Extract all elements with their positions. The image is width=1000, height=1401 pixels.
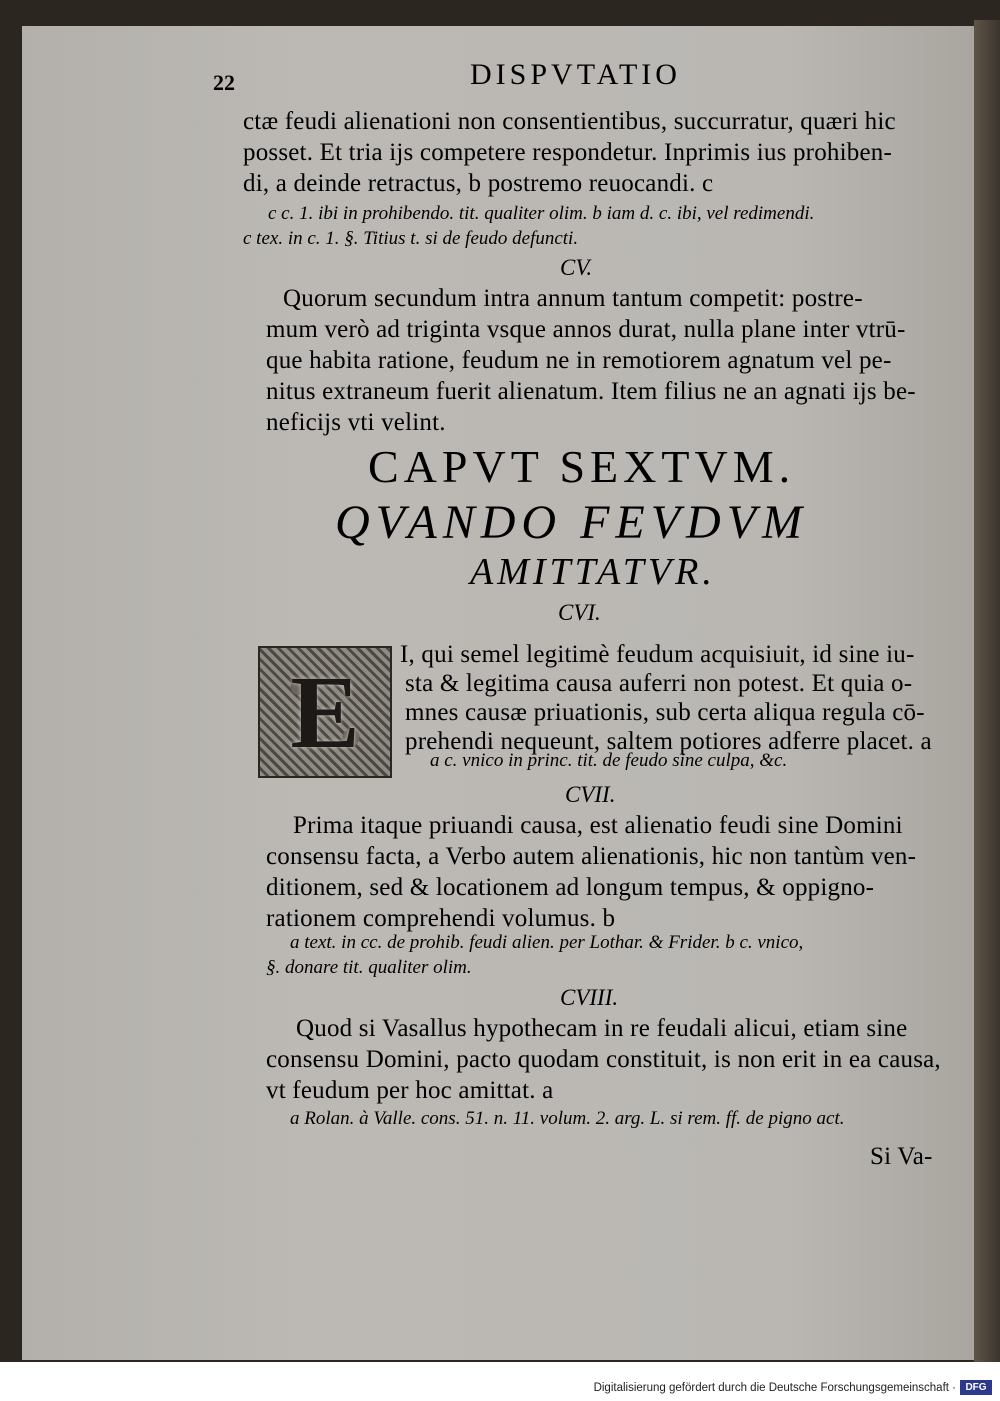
section-number: CVII. bbox=[565, 782, 616, 807]
text-line: consensu facta, a Verbo autem alienationis, hic non tantùm ven- bbox=[266, 843, 917, 870]
text-line: que habita ratione, feudum ne in remotiorem agnatum vel pe- bbox=[266, 347, 892, 374]
chapter-title: CAPVT SEXTVM. bbox=[368, 441, 796, 492]
footnote-line: c c. 1. ibi in prohibendo. tit. qualiter olim. b iam d. c. ibi, vel redimendi. bbox=[268, 203, 815, 224]
footnote-line: a text. in cc. de prohib. feudi alien. per Lothar. & Frider. b c. vnico, bbox=[290, 932, 804, 953]
initial-letter: E bbox=[290, 655, 360, 770]
text-line: nitus extraneum fuerit alienatum. Item filius ne an agnati ijs be- bbox=[266, 378, 916, 405]
text-line: sta & legitima causa auferri non potest. Et quia o- bbox=[405, 670, 913, 697]
text-line: vt feudum per hoc amittat. a bbox=[266, 1077, 554, 1104]
section-number: CV. bbox=[560, 255, 593, 280]
footer-bar bbox=[0, 1362, 1000, 1401]
text-line: di, a deinde retractus, b postremo reuocandi. c bbox=[243, 170, 714, 197]
text-line: mnes causæ priuationis, sub certa aliqua regula cō- bbox=[405, 699, 925, 726]
section-number: CVI. bbox=[558, 600, 601, 625]
text-line: ditionem, sed & locationem ad longum tempus, & oppigno- bbox=[266, 874, 875, 901]
text-line: ctæ feudi alienationi non consentientibus, succurratur, quæri hic bbox=[243, 108, 896, 135]
text-line: Quorum secundum intra annum tantum competit: postre- bbox=[283, 285, 863, 312]
footnote-line: a Rolan. à Valle. cons. 51. n. 11. volum. 2. arg. L. si rem. ff. de pigno act. bbox=[290, 1108, 845, 1129]
book-edge bbox=[974, 20, 1000, 1365]
text-line: Prima itaque priuandi causa, est alienatio feudi sine Domini bbox=[293, 812, 903, 839]
text-line: rationem comprehendi volumus. b bbox=[266, 905, 616, 932]
dfg-logo: DFG bbox=[960, 1380, 992, 1395]
text-line: prehendi nequeunt, saltem potiores adferre placet. a bbox=[405, 728, 932, 755]
section-number: CVIII. bbox=[560, 985, 619, 1010]
text-line: I, qui semel legitimè feudum acquisiuit, id sine iu- bbox=[400, 641, 915, 668]
text-line: neficijs vti velint. bbox=[266, 409, 446, 436]
footnote-line: a c. vnico in princ. tit. de feudo sine culpa, &c. bbox=[430, 750, 788, 771]
chapter-subtitle: QVANDO FEVDVM bbox=[335, 496, 809, 549]
text-line: consensu Domini, pacto quodam constituit, is non erit in ea causa, bbox=[266, 1046, 941, 1073]
funding-credit: Digitalisierung gefördert durch die Deutsche Forschungsgemeinschaft · bbox=[593, 1382, 956, 1394]
page-number: 22 bbox=[213, 70, 235, 95]
footnote-line: c tex. in c. 1. §. Titius t. si de feudo defuncti. bbox=[243, 228, 579, 249]
footnote-line: §. donare tit. qualiter olim. bbox=[266, 957, 472, 978]
catchword: Si Va- bbox=[870, 1143, 933, 1170]
text-line: posset. Et tria ijs competere respondetur. Inprimis ius prohiben- bbox=[243, 139, 892, 166]
chapter-subtitle-continued: AMITTATVR. bbox=[470, 551, 716, 593]
running-header: DISPVTATIO bbox=[470, 58, 681, 91]
text-line: Quod si Vasallus hypothecam in re feudali alicui, etiam sine bbox=[296, 1015, 908, 1042]
decorated-initial bbox=[258, 646, 392, 778]
text-line: mum verò ad triginta vsque annos durat, nulla plane inter vtrū- bbox=[266, 316, 906, 343]
